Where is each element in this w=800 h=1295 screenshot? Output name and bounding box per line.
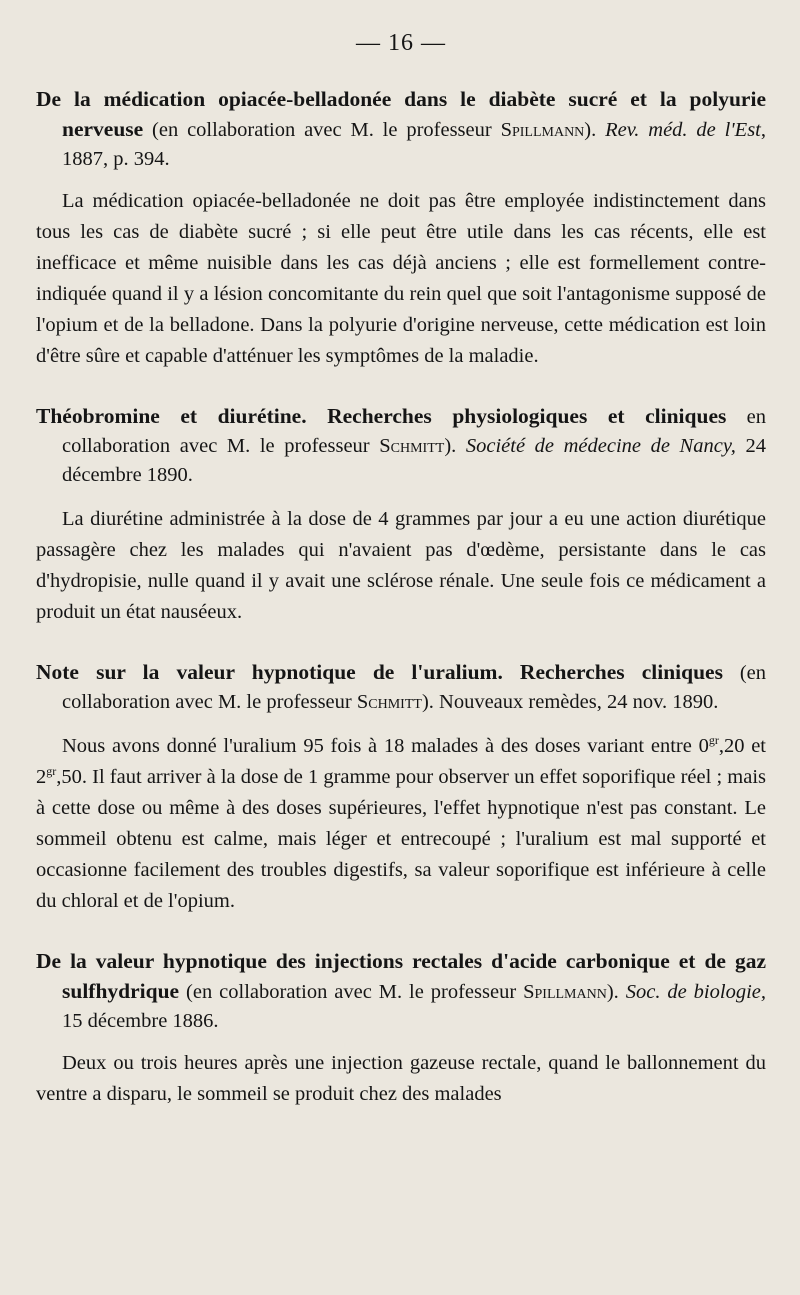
unit-superscript: gr <box>46 764 57 779</box>
page-number: — 16 — <box>356 30 446 56</box>
collaborator-name: Schmitt <box>356 691 422 713</box>
summary-text: Nous avons donné l'uralium 95 fois à 18 malades à des doses variant entre 0 <box>62 735 709 757</box>
source-details: 15 décembre 1886. <box>62 1010 219 1032</box>
source-details: , 1887, p. 394. <box>62 119 767 170</box>
collaboration-text: en collaboration avec M. le professeur <box>62 406 766 457</box>
source-journal: Soc. de biologie, <box>625 981 766 1003</box>
collaborator-name: Schmitt <box>379 435 445 457</box>
collaboration-text-end: ). Nouveaux remèdes, 24 nov. 1890. <box>421 691 719 713</box>
source-details: 24 décembre 1890. <box>62 435 767 486</box>
entry-header <box>36 658 766 717</box>
entry-title: Théobromine et diurétine. Recherches physiologiques et cliniques <box>36 404 727 428</box>
entry-header <box>36 947 766 1036</box>
collaboration-text-end: ). <box>444 435 466 457</box>
collaborator-name: Spillmann <box>523 981 607 1003</box>
entry-title: De la médication opiacée-belladonée dans le diabète sucré et la polyurie nerveuse <box>36 87 766 141</box>
collaboration-text: (en collaboration avec M. le professeur <box>62 662 766 713</box>
collaboration-text-end: ). <box>606 981 626 1003</box>
entry-title: De la valeur hypnotique des injections rectales d'acide carbonique et de gaz sulfhydrique <box>36 949 766 1003</box>
entry-title: Note sur la valeur hypnotique de l'uralium. Recherches cliniques <box>36 660 723 684</box>
unit-superscript: gr <box>708 733 719 748</box>
source-journal: Société de médecine de Nancy, <box>465 435 736 457</box>
entry-summary <box>36 731 766 917</box>
summary-text: ,50. Il faut arriver à la dose de 1 gramme pour observer un effet soporifique réel ; mais à cette dose ou même à des doses supérieures, l'effet hypnotique n'est pas constant. Le sommeil obtenu est calme, mais léger et entrecoupé ; l'uralium est mal supporté et occasionne facilement des troubles digestifs, sa valeur soporifique est inférieure à celle du chloral et de l'opium. <box>36 766 766 912</box>
collaboration-text-end: ). <box>584 119 597 141</box>
bibliography-entry <box>36 85 766 372</box>
bibliography-entry <box>36 947 766 1110</box>
entry-header <box>36 85 766 174</box>
entry-summary: La médication opiacée-belladonée ne doit pas être employée indistinctement dans tous les cas de diabète sucré ; si elle peut être utile dans les cas récents, elle est inefficace et même nuisible dans les cas déjà anciens ; elle est formellement contre-indiquée quand il y a lésion concomitante du rein quel que soit l'antagonisme supposé de l'opium et de la belladone. Dans la polyurie d'origine nerveuse, cette médication est loin d'être sûre et capable d'atténuer les symptômes de la maladie. <box>36 190 766 367</box>
bibliography-entry <box>36 658 766 917</box>
collaboration-text: (en collaboration avec M. le professeur <box>179 981 524 1003</box>
bibliography-entry <box>36 402 766 628</box>
entry-summary: Deux ou trois heures après une injection gazeuse rectale, quand le ballonnement du ventre a disparu, le sommeil se produit chez des malades <box>36 1052 766 1105</box>
summary-text: ,20 et 2 <box>36 735 767 788</box>
collaborator-name: Spillmann <box>500 119 585 141</box>
entry-summary: La diurétine administrée à la dose de 4 grammes par jour a eu une action diurétique passagère chez les malades qui n'avaient pas d'œdème, persistante dans le cas d'hydropisie, nulle quand il y avait une sclérose rénale. Une seule fois ce médicament a produit un état nauséeux. <box>36 508 766 623</box>
source-journal: Rev. méd. de l'Est <box>605 119 761 141</box>
entry-header <box>36 402 766 490</box>
collaboration-text: (en collaboration avec M. le professeur <box>143 119 501 141</box>
